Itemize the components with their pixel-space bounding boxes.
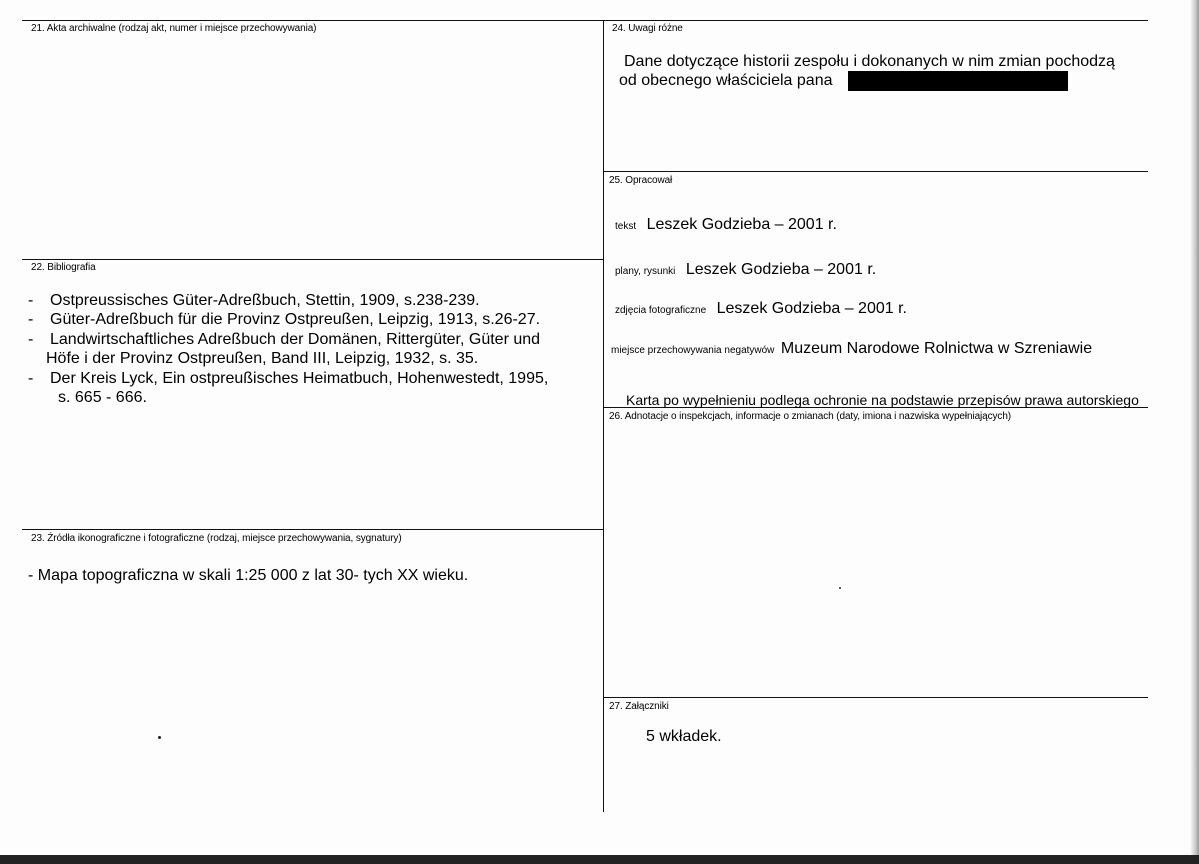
speck <box>158 736 161 739</box>
bullet-dash: - <box>28 330 34 348</box>
scan-edge-bottom <box>0 855 1199 864</box>
bibliography-text: s. 665 - 666. <box>58 389 147 407</box>
bibliography-text: Landwirtschaftliches Adreßbuch der Domänen, Rittergüter, Güter und <box>50 330 541 348</box>
middle-divider <box>603 20 604 812</box>
negatywy-label: miejsce przechowywania negatywów <box>611 345 775 356</box>
rule-25 <box>603 171 1148 172</box>
plany-value: Leszek Godzieba – 2001 r. <box>685 261 877 278</box>
speck <box>839 587 841 589</box>
section-27-text: 5 wkładek. <box>646 728 722 745</box>
tekst-label: tekst <box>615 221 637 232</box>
section-25-label: 25. Opracował <box>609 175 673 186</box>
zdjecia-label: zdjęcia fotograficzne <box>615 305 707 316</box>
bibliography-item <box>28 330 548 369</box>
bullet-dash: - <box>28 292 34 309</box>
section-23-label: 23. Źródła ikonograficzne i fotograficzne (rodzaj, miejsce przechowywania, sygnatury) <box>31 533 402 544</box>
bibliography-text: Güter-Adreßbuch für die Provinz Ostpreußen, Leipzig, 1913, s.26-27. <box>50 311 541 329</box>
section-24-label: 24. Uwagi różne <box>612 23 683 34</box>
section-26-label: 26. Adnotacje o inspekcjach, informacje o zmianach (daty, imiona i nazwiska wypełniających) <box>609 411 1012 422</box>
copyright-note: Karta po wypełnieniu podlega ochronie na podstawie przepisów prawa autorskiego <box>626 392 1139 408</box>
section-24-line1: Dane dotyczące historii zespołu i dokonanych w nim zmian pochodzą <box>624 53 1115 70</box>
rule-22 <box>22 259 603 260</box>
bibliography-item <box>28 369 548 408</box>
rule-27 <box>603 697 1148 698</box>
bibliography-item <box>28 291 548 310</box>
scan-edge-right <box>1190 0 1199 864</box>
bibliography-list <box>28 291 548 407</box>
negatywy-row <box>611 340 1092 361</box>
bibliography-text: Der Kreis Lyck, Ein ostpreußisches Heimatbuch, Hohenwestedt, 1995, <box>50 369 549 387</box>
bullet-dash: - <box>28 369 34 387</box>
plany-row <box>615 261 876 282</box>
redaction-box <box>848 71 1068 91</box>
section-23-text: - Mapa topograficzna w skali 1:25 000 z lat 30- tych XX wieku. <box>28 567 469 584</box>
section-24-line2: od obecnego właściciela pana <box>619 72 833 89</box>
plany-label: plany, rysunki <box>615 266 676 277</box>
zdjecia-row <box>615 300 907 321</box>
section-27-label: 27. Załączniki <box>609 701 669 712</box>
bibliography-item <box>28 310 548 329</box>
rule-23 <box>22 529 603 530</box>
top-rule <box>22 20 1148 21</box>
bibliography-text: Höfe i der Provinz Ostpreußen, Band III, Leipzig, 1932, s. 35. <box>46 350 479 368</box>
section-22-label: 22. Bibliografia <box>31 262 96 273</box>
bibliography-text: Ostpreussisches Güter-Adreßbuch, Stettin, 1909, s.238-239. <box>50 292 480 309</box>
tekst-row <box>615 216 837 237</box>
section-21-label: 21. Akta archiwalne (rodzaj akt, numer i miejsce przechowywania) <box>31 23 317 34</box>
bullet-dash: - <box>28 311 34 329</box>
tekst-value: Leszek Godzieba – 2001 r. <box>646 216 837 233</box>
zdjecia-value: Leszek Godzieba – 2001 r. <box>716 300 907 317</box>
negatywy-value: Muzeum Narodowe Rolnictwa w Szreniawie <box>780 340 1093 357</box>
